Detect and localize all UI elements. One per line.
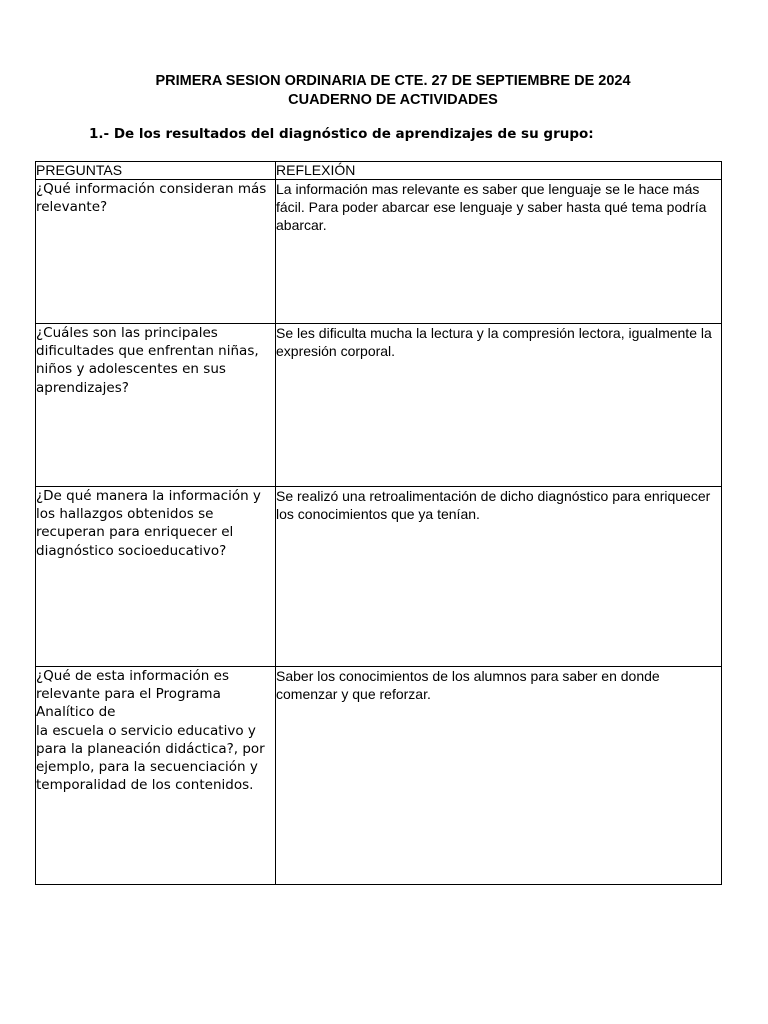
column-header-questions: PREGUNTAS	[36, 162, 276, 180]
reflection-text: Se les dificulta mucha la lectura y la compresión lectora, igualmente la expresión corporal.	[276, 325, 712, 359]
reflection-text: Saber los conocimientos de los alumnos para saber en donde comenzar y que reforzar.	[276, 668, 660, 702]
reflection-text: Se realizó una retroalimentación de dicho diagnóstico para enriquecer los conocimientos que ya tenían.	[276, 488, 711, 522]
section-heading: 1.- De los resultados del diagnóstico de aprendizajes de su grupo:	[89, 126, 594, 142]
column-header-reflection: REFLEXIÓN	[276, 162, 722, 180]
table-row	[36, 180, 722, 324]
question-text: ¿De qué manera la información y los hallazgos obtenidos se recuperan para enriquecer el diagnóstico socioeducativo?	[36, 488, 261, 559]
question-cell	[36, 487, 276, 667]
reflection-cell	[276, 487, 722, 667]
reflection-cell	[276, 324, 722, 487]
document-title: PRIMERA SESION ORDINARIA DE CTE. 27 DE SEPTIEMBRE DE 2024	[155, 73, 631, 89]
question-text: ¿Cuáles son las principales dificultades que enfrentan niñas, niños y adolescentes en sus aprendizajes?	[36, 325, 259, 396]
question-cell	[36, 180, 276, 324]
table-row	[36, 487, 722, 667]
reflection-text: La información mas relevante es saber que lenguaje se le hace más fácil. Para poder abarcar ese lenguaje y saber hasta qué tema podría abarcar.	[276, 181, 707, 233]
question-cell	[36, 324, 276, 487]
reflection-cell	[276, 667, 722, 885]
table-header-row	[36, 162, 722, 180]
question-text: ¿Qué de esta información es relevante para el Programa Analítico de la escuela o servicio educativo y para la planeación didáctica?, por ejemplo, para la secuenciación y temporalidad de los contenidos.	[36, 668, 265, 794]
activities-table	[35, 161, 722, 885]
document-subtitle: CUADERNO DE ACTIVIDADES	[288, 92, 498, 108]
reflection-cell	[276, 180, 722, 324]
question-cell	[36, 667, 276, 885]
table-row	[36, 667, 722, 885]
table-row	[36, 324, 722, 487]
question-text: ¿Qué información consideran más relevante?	[36, 181, 267, 216]
